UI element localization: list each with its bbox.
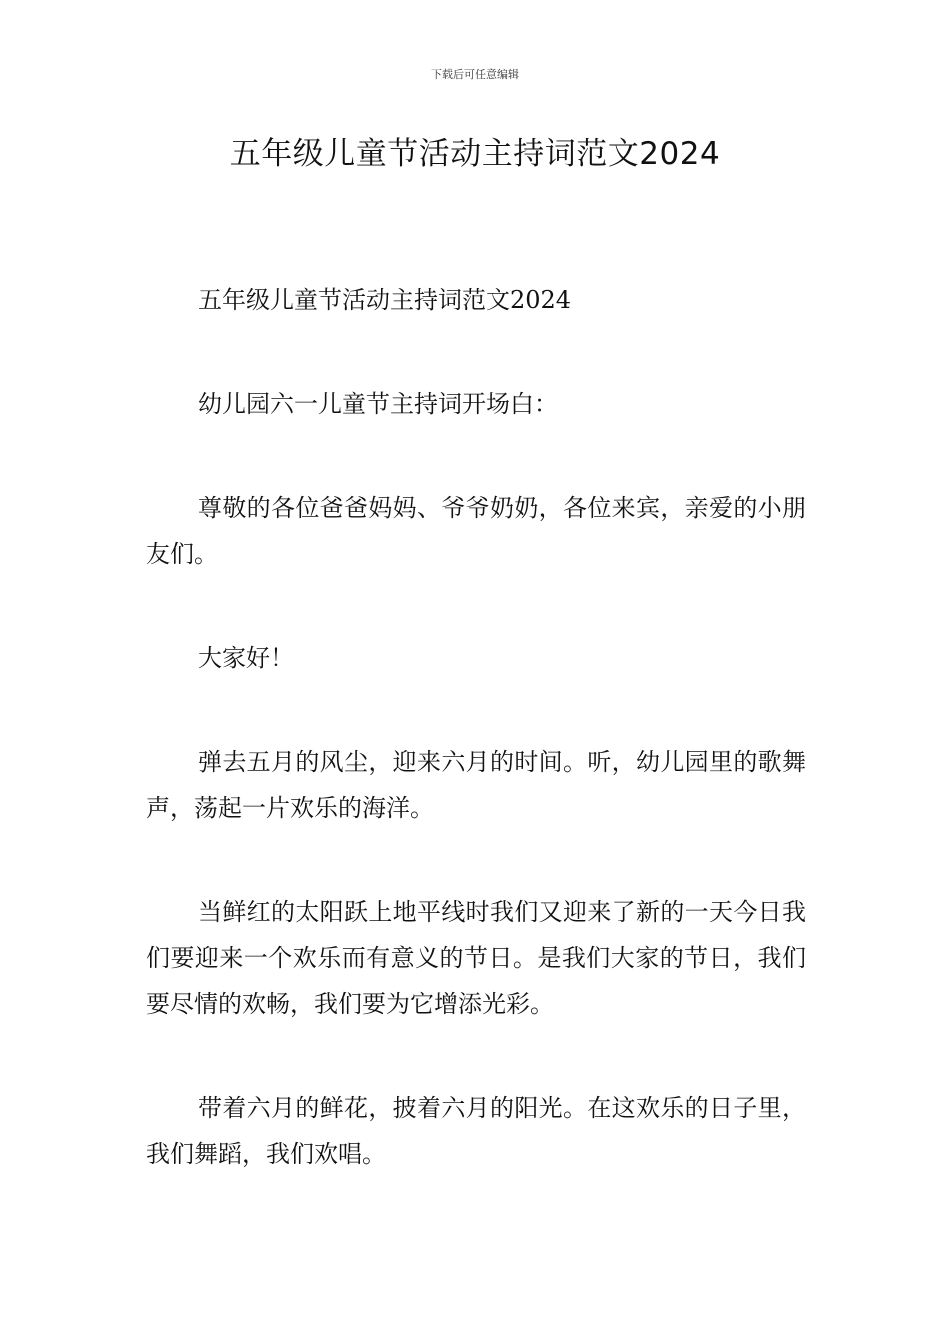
paragraph-opening-heading: 幼儿园六一儿童节主持词开场白： [198, 390, 558, 418]
paragraph-subtitle: 五年级儿童节活动主持词范文2024 [198, 286, 572, 314]
document-title: 五年级儿童节活动主持词范文2024 [229, 136, 721, 172]
paragraph-flowers: 带着六月的鲜花，披着六月的阳光。在这欢乐的日子里，我们舞蹈，我们欢唱。 [146, 1094, 806, 1168]
document-body [146, 277, 806, 1235]
paragraph-hello: 大家好！ [198, 644, 294, 672]
paragraph-june: 弹去五月的风尘，迎来六月的时间。听，幼儿园里的歌舞声，荡起一片欢乐的海洋。 [146, 748, 806, 822]
header-note: 下载后可任意编辑 [431, 68, 519, 81]
paragraph-sunrise: 当鲜红的太阳跃上地平线时我们又迎来了新的一天今日我们要迎来一个欢乐而有意义的节日。是我们大家的节日，我们要尽情的欢畅，我们要为它增添光彩。 [146, 898, 806, 1018]
paragraph-greeting-audience: 尊敬的各位爸爸妈妈、爷爷奶奶，各位来宾，亲爱的小朋友们。 [146, 494, 806, 568]
